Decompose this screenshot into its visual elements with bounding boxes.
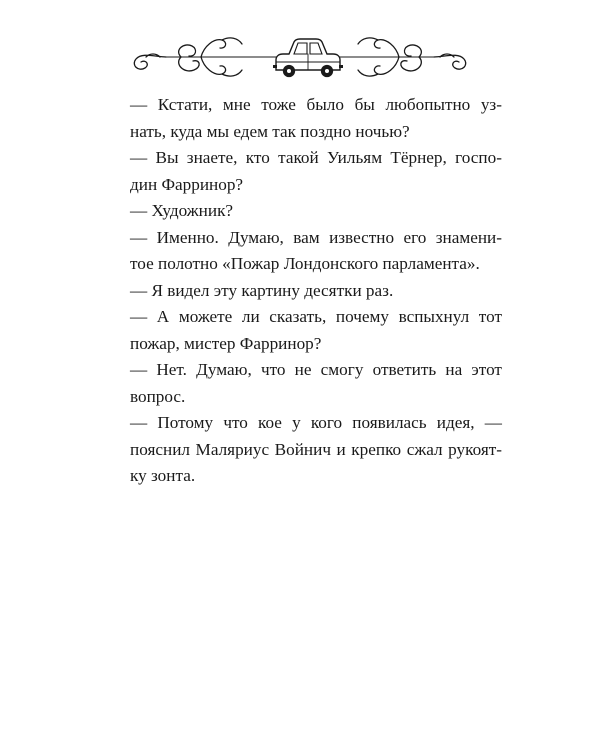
text-line: ку зонта. [130, 466, 196, 485]
word: пояснил [130, 439, 190, 459]
text-line: тое полотно «Пожар Лондонского парламента». [130, 254, 480, 273]
word: Думаю, [228, 227, 284, 247]
word: госпо- [455, 148, 502, 167]
word: — [130, 148, 148, 167]
word: крепко [351, 439, 402, 459]
word: не [294, 360, 312, 379]
word: такой [278, 148, 319, 167]
word: и [336, 439, 346, 459]
word: что [260, 360, 286, 379]
text-line: пожар, мистер Фарринор? [130, 333, 322, 353]
word: Тёрнер, [390, 148, 447, 167]
word: вспыхнул [398, 307, 470, 326]
word: появилась [352, 413, 427, 432]
text-line: — Художник? [130, 201, 234, 220]
word: знамени- [435, 227, 502, 247]
word: ответить [372, 360, 437, 379]
text-line [130, 92, 502, 119]
word: тоже [261, 95, 296, 114]
word: сказать, [269, 307, 327, 326]
word: смогу [320, 360, 364, 379]
word: можете [178, 307, 233, 326]
word: Именно. [156, 227, 219, 247]
text-line [130, 357, 502, 384]
word: идея, [436, 413, 475, 432]
word: на [445, 360, 463, 379]
word: уз- [480, 95, 502, 114]
word: кого [310, 413, 343, 432]
word: знаете, [186, 148, 238, 167]
word: Маляриус [195, 439, 270, 459]
word: Нет. [156, 360, 187, 379]
word: — [130, 413, 148, 432]
word: Думаю, [196, 360, 252, 379]
word: — [130, 95, 148, 114]
word: мне [222, 95, 251, 114]
word: Кстати, [157, 95, 213, 114]
word: — [130, 360, 148, 379]
text-line: вопрос. [130, 386, 186, 406]
word: бы [354, 95, 375, 114]
text-line: дин Фарринор? [130, 174, 244, 194]
text-line [130, 145, 502, 172]
page-text [130, 92, 502, 490]
text-line: нать, куда мы едем так поздно ночью? [130, 121, 410, 141]
word: что [223, 413, 248, 432]
word: вам [293, 227, 320, 247]
text-line [130, 437, 502, 464]
word: его [403, 227, 427, 247]
word: кое [258, 413, 282, 432]
word: ли [241, 307, 260, 326]
word: известно [329, 227, 395, 247]
text-line [130, 225, 502, 252]
text-line [130, 304, 502, 331]
word: у [292, 413, 301, 432]
text-line [130, 410, 502, 437]
text-line: — Я видел эту картину десятки раз. [130, 280, 394, 300]
word: — [130, 227, 148, 247]
word: кто [245, 148, 270, 167]
word: Потому [157, 413, 214, 432]
word: Уильям [327, 148, 383, 167]
word: было [306, 95, 344, 114]
car-flourish-icon [126, 26, 474, 84]
word: любопытно [385, 95, 471, 114]
word: А [156, 307, 170, 326]
word: Войнич [274, 439, 331, 459]
word: тот [478, 307, 502, 326]
word: Вы [155, 148, 179, 167]
word: — [130, 307, 148, 326]
word: сжал [406, 439, 443, 459]
word: — [484, 413, 502, 432]
word: рукоят- [448, 439, 502, 459]
word: этот [471, 360, 502, 379]
word: почему [335, 307, 389, 326]
